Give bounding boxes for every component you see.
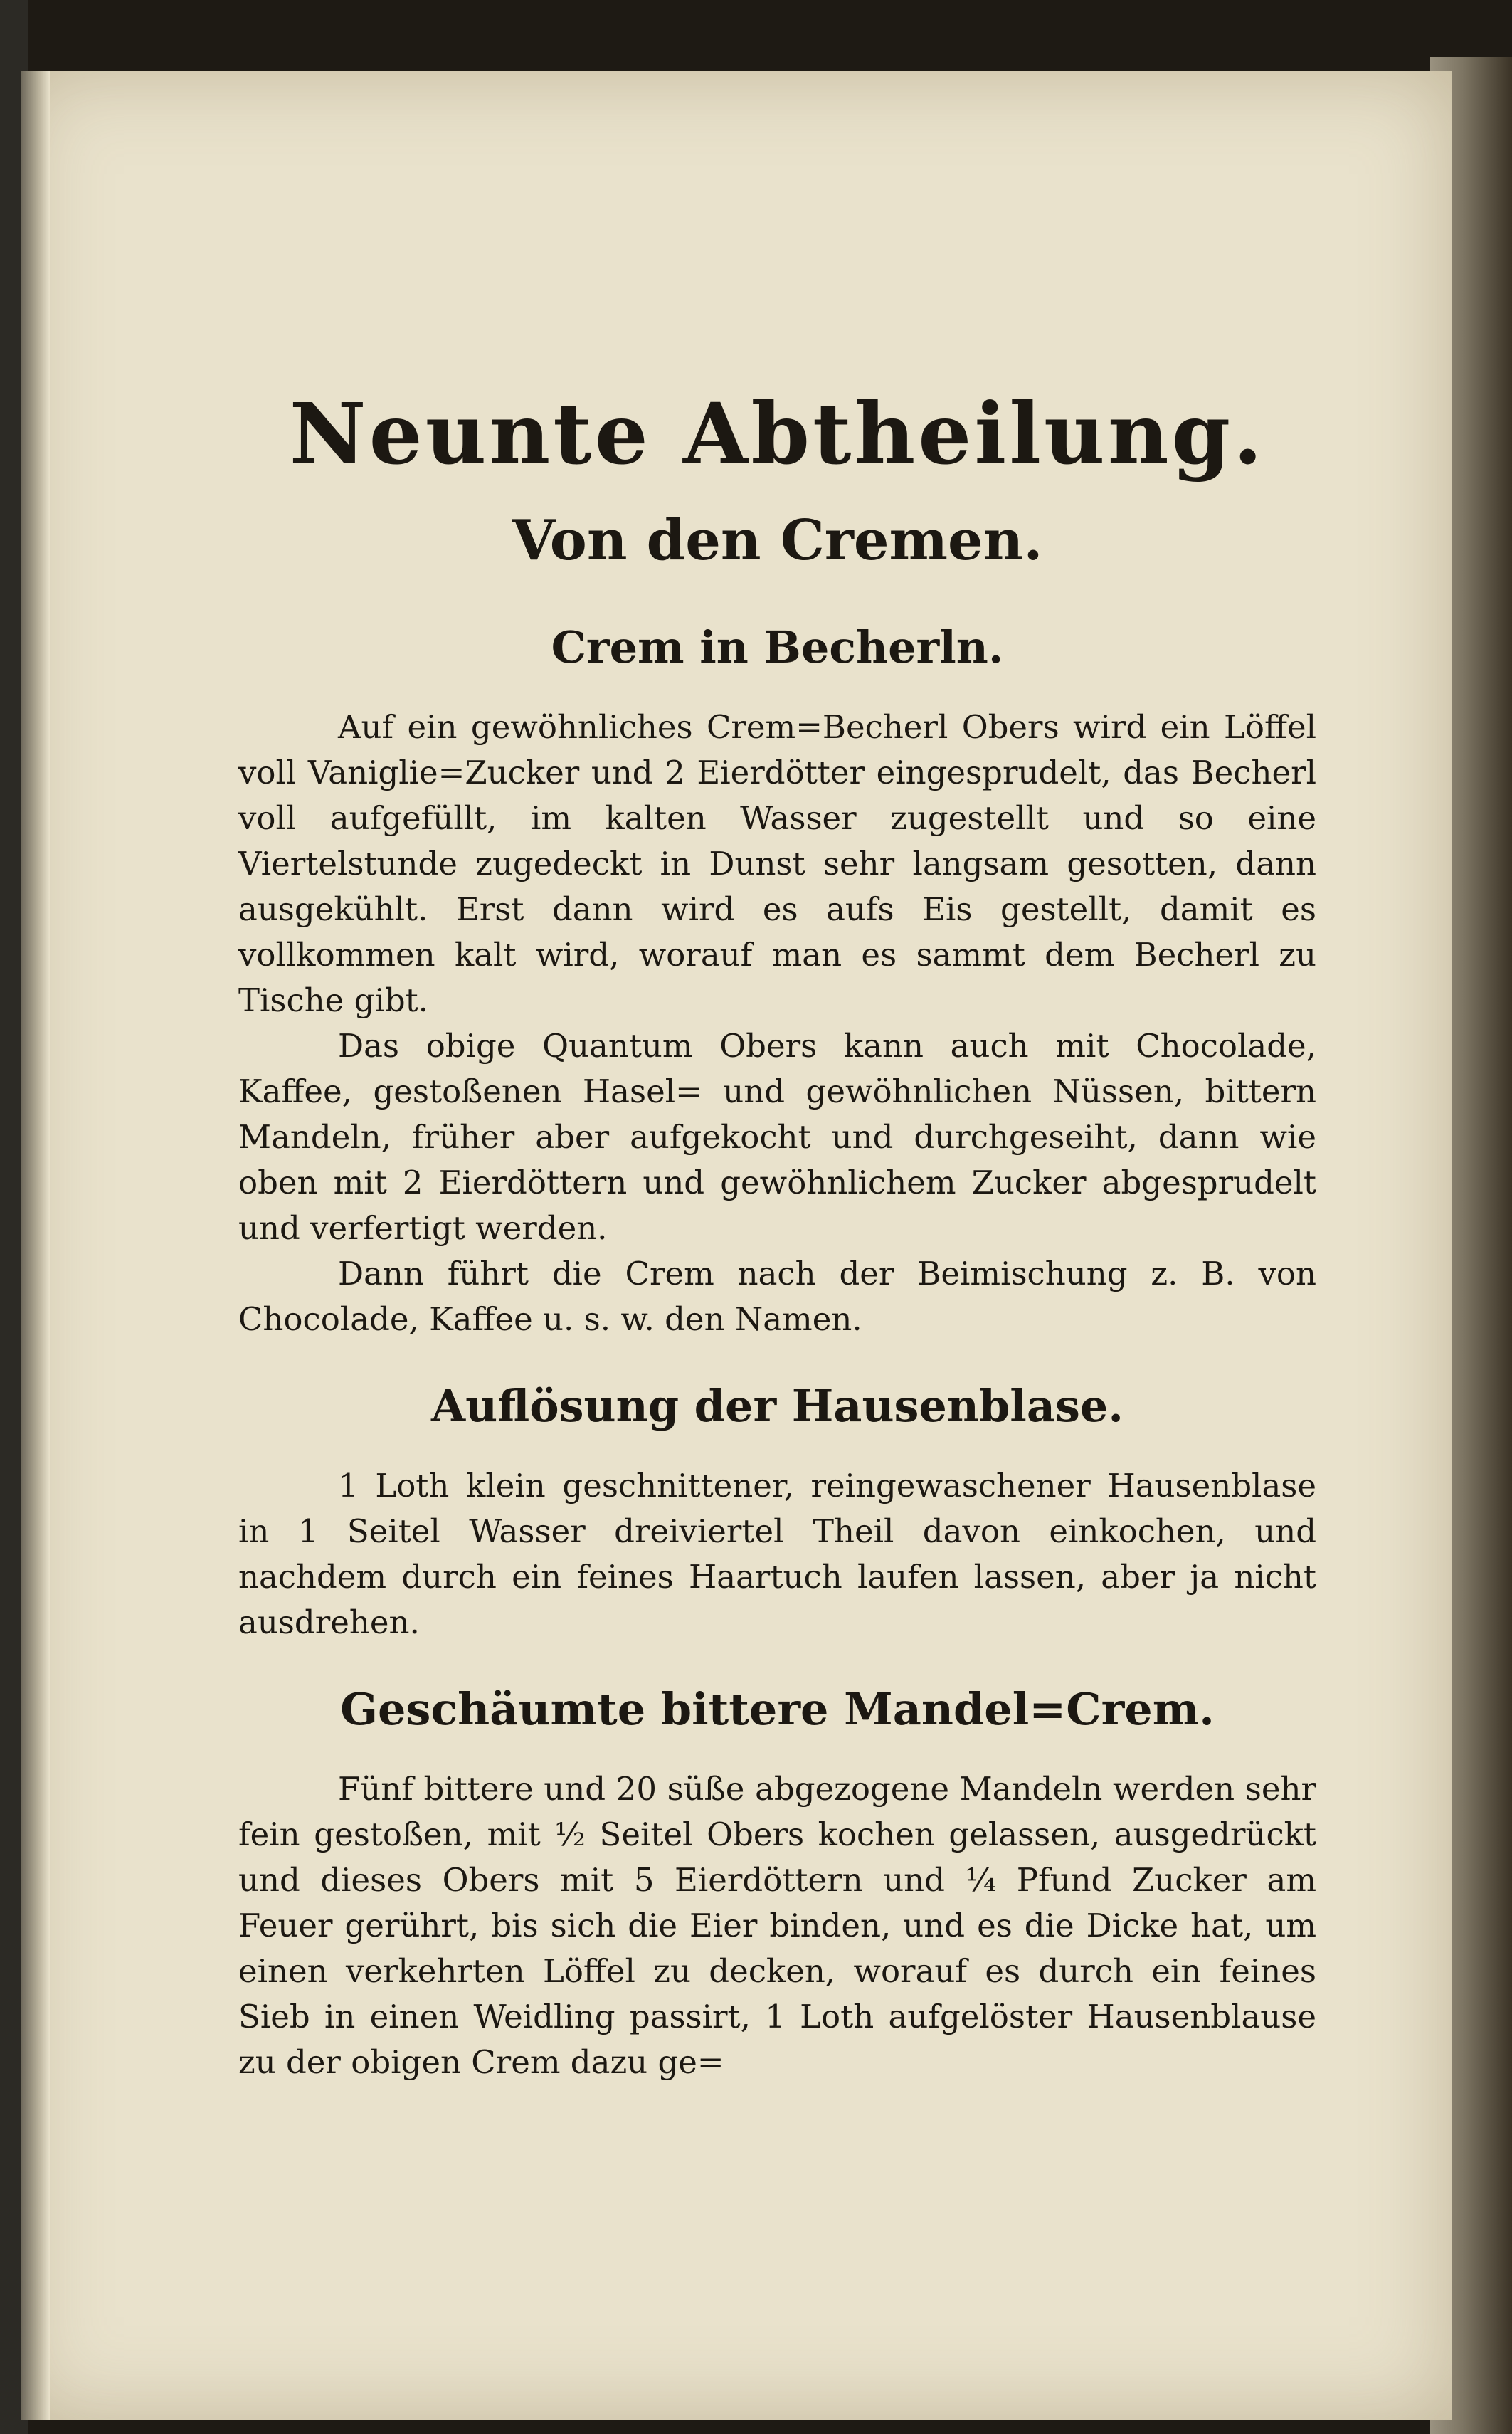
- text-block: [238, 299, 1316, 2085]
- recipe-title: Auflösung der Hausenblase.: [431, 1380, 1124, 1432]
- recipe-paragraph: Das obige Quantum Obers kann auch mit Chocolade, Kaffee, gestoßenen Hasel= und gewöhnlichen Nüssen, bittern Mandeln, früher aber aufgekocht und durchgeseiht, dann wie oben mit 2 Eierdöttern und gewöhnlichem Zucker abgesprudelt und verfertigt werden.: [238, 1027, 1316, 1247]
- recipe-title: Crem in Becherln.: [551, 621, 1004, 673]
- recipe-title: Geschäumte bittere Mandel=Crem.: [340, 1683, 1215, 1735]
- recipe-paragraph: 1 Loth klein geschnittener, reingewaschener Hausenblase in 1 Seitel Wasser dreiviertel Theil davon einkochen, und nachdem durch ein feines Haartuch laufen lassen, aber ja nicht ausdrehen.: [238, 1467, 1316, 1641]
- page-gutter: [21, 71, 50, 2420]
- chapter-title: Neunte Abtheilung.: [289, 384, 1266, 483]
- recipe-paragraph: Dann führt die Crem nach der Beimischung z. B. von Chocolade, Kaffee u. s. w. den Namen.: [238, 1255, 1316, 1338]
- recipe-paragraph: Auf ein gewöhnliches Crem=Becherl Obers wird ein Löffel voll Vaniglie=Zucker und 2 Eierdötter eingesprudelt, das Becherl voll aufgefüllt, im kalten Wasser zugestellt und so eine Viertelstunde zugedeckt in Dunst sehr langsam gesotten, dann ausgekühlt. Erst dann wird es aufs Eis gestellt, damit es vollkommen kalt wird, worauf man es sammt dem Becherl zu Tische gibt.: [238, 708, 1316, 1019]
- section-title: Von den Cremen.: [512, 508, 1043, 573]
- recipe-paragraph: Fünf bittere und 20 süße abgezogene Mandeln werden sehr fein gestoßen, mit ½ Seitel Obers kochen gelassen, ausgedrückt und dieses Obers mit 5 Eierdöttern und ¼ Pfund Zucker am Feuer gerührt, bis sich die Eier binden, und es die Dicke hat, um einen verkehrten Löffel zu decken, worauf es durch ein feines Sieb in einen Weidling passirt, 1 Loth aufgelöster Hausenblause zu der obigen Crem dazu ge=: [238, 1770, 1316, 2081]
